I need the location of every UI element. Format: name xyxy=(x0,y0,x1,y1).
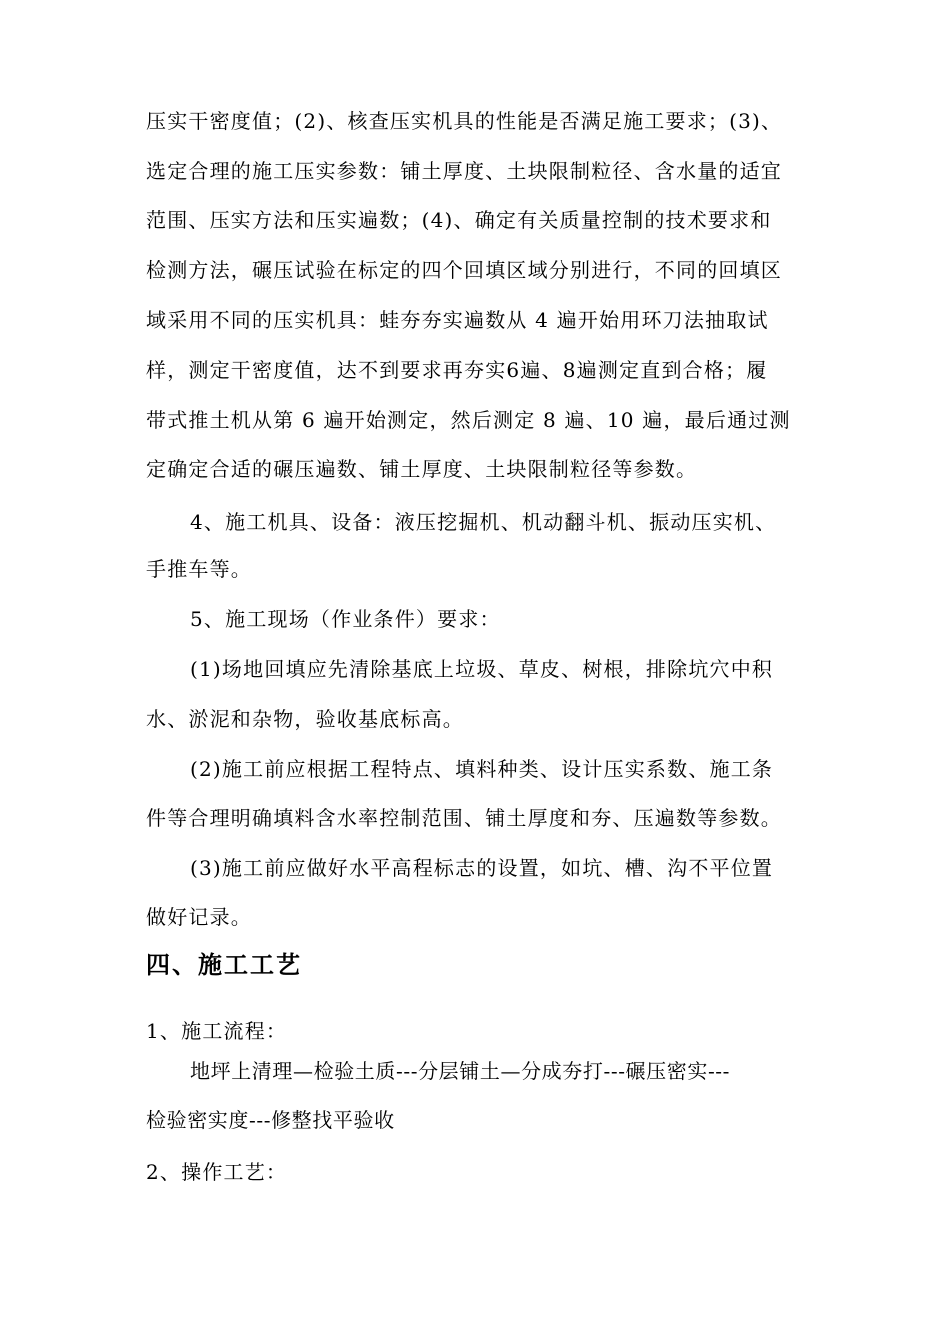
paragraph-line: 压实干密度值；(2)、核查压实机具的性能是否满足施工要求；(3)、 xyxy=(146,109,783,133)
section-heading: 四、施工工艺 xyxy=(146,951,302,979)
paragraph-line: 带式推土机从第 6 遍开始测定，然后测定 8 遍、10 遍，最后通过测 xyxy=(146,408,791,432)
sub-item-1: (1)场地回填应先清除基底上垃圾、草皮、树根，排除坑穴中积 xyxy=(190,657,774,681)
process-flow-line: 检验密实度---修整找平验收 xyxy=(146,1108,395,1132)
paragraph-line: 做好记录。 xyxy=(146,905,252,929)
paragraph-line: 检测方法，碾压试验在标定的四个回填区域分别进行，不同的回填区 xyxy=(146,258,782,282)
list-item-equipment: 4、施工机具、设备：液压挖掘机、机动翻斗机、振动压实机、 xyxy=(190,510,777,534)
paragraph-line: 定确定合适的碾压遍数、铺土厚度、土块限制粒径等参数。 xyxy=(146,457,698,481)
process-flow-line: 地坪上清理—检验土质---分层铺土—分成夯打---碾压密实--- xyxy=(190,1059,731,1083)
paragraph-line: 手推车等。 xyxy=(146,557,252,581)
subsection-heading: 2、操作工艺： xyxy=(146,1160,288,1184)
list-item-site-requirements: 5、施工现场（作业条件）要求： xyxy=(190,607,501,631)
paragraph-line: 域采用不同的压实机具：蛙夯夯实遍数从 4 遍开始用环刀法抽取试 xyxy=(146,308,769,332)
paragraph-line: 范围、压实方法和压实遍数；(4)、确定有关质量控制的技术要求和 xyxy=(146,208,772,232)
paragraph-line: 样，测定干密度值，达不到要求再夯实6遍、8遍测定直到合格；履 xyxy=(146,358,768,382)
sub-item-2: (2)施工前应根据工程特点、填料种类、设计压实系数、施工条 xyxy=(190,757,774,781)
paragraph-line: 选定合理的施工压实参数：铺土厚度、土块限制粒径、含水量的适宜 xyxy=(146,159,782,183)
sub-item-3: (3)施工前应做好水平高程标志的设置，如坑、槽、沟不平位置 xyxy=(190,856,774,880)
paragraph-line: 件等合理明确填料含水率控制范围、铺土厚度和夯、压遍数等参数。 xyxy=(146,806,782,830)
subsection-heading: 1、施工流程： xyxy=(146,1019,288,1043)
paragraph-line: 水、淤泥和杂物，验收基底标高。 xyxy=(146,707,464,731)
